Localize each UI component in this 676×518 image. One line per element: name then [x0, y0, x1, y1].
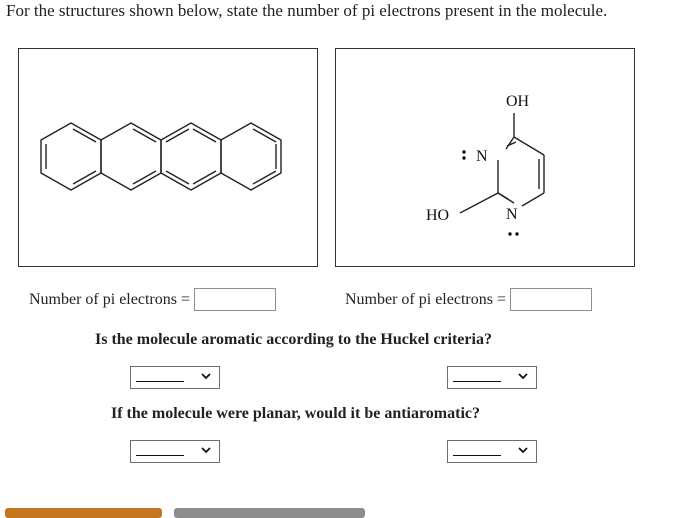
submit-button[interactable] [5, 508, 162, 518]
pi-count-input-left[interactable] [194, 288, 276, 311]
select-value [136, 455, 184, 456]
antiaromatic-select-right[interactable] [447, 440, 537, 463]
pyrimidine-structure [336, 49, 636, 268]
nitrogen-label-2: N [506, 206, 518, 223]
ho-label: HO [426, 207, 450, 224]
chevron-down-icon [518, 445, 528, 455]
select-value [453, 455, 501, 456]
structure-box-tetracene [18, 48, 318, 267]
secondary-button[interactable] [174, 508, 365, 518]
aromatic-select-right[interactable] [447, 366, 537, 389]
pi-count-label-right: Number of pi electrons = [345, 290, 506, 308]
pi-count-row-right [345, 288, 592, 311]
chevron-down-icon [201, 371, 211, 381]
nitrogen-label-1: N [476, 148, 488, 165]
aromatic-select-left[interactable] [130, 366, 220, 389]
chevron-down-icon [518, 371, 528, 381]
pi-count-input-right[interactable] [510, 288, 592, 311]
pi-count-label-left: Number of pi electrons = [29, 290, 190, 308]
oh-label: OH [506, 93, 530, 110]
pi-count-row-left [29, 288, 276, 311]
select-value [453, 381, 501, 382]
chevron-down-icon [201, 445, 211, 455]
aromatic-question: Is the molecule aromatic according to the Huckel criteria? [95, 331, 492, 348]
antiaromatic-question: If the molecule were planar, would it be antiaromatic? [111, 405, 481, 422]
question-prompt: For the structures shown below, state the number of pi electrons present in the molecule. [6, 1, 608, 20]
structure-box-pyrimidine [335, 48, 635, 267]
select-value [136, 381, 184, 382]
tetracene-structure [19, 49, 319, 268]
antiaromatic-select-left[interactable] [130, 440, 220, 463]
